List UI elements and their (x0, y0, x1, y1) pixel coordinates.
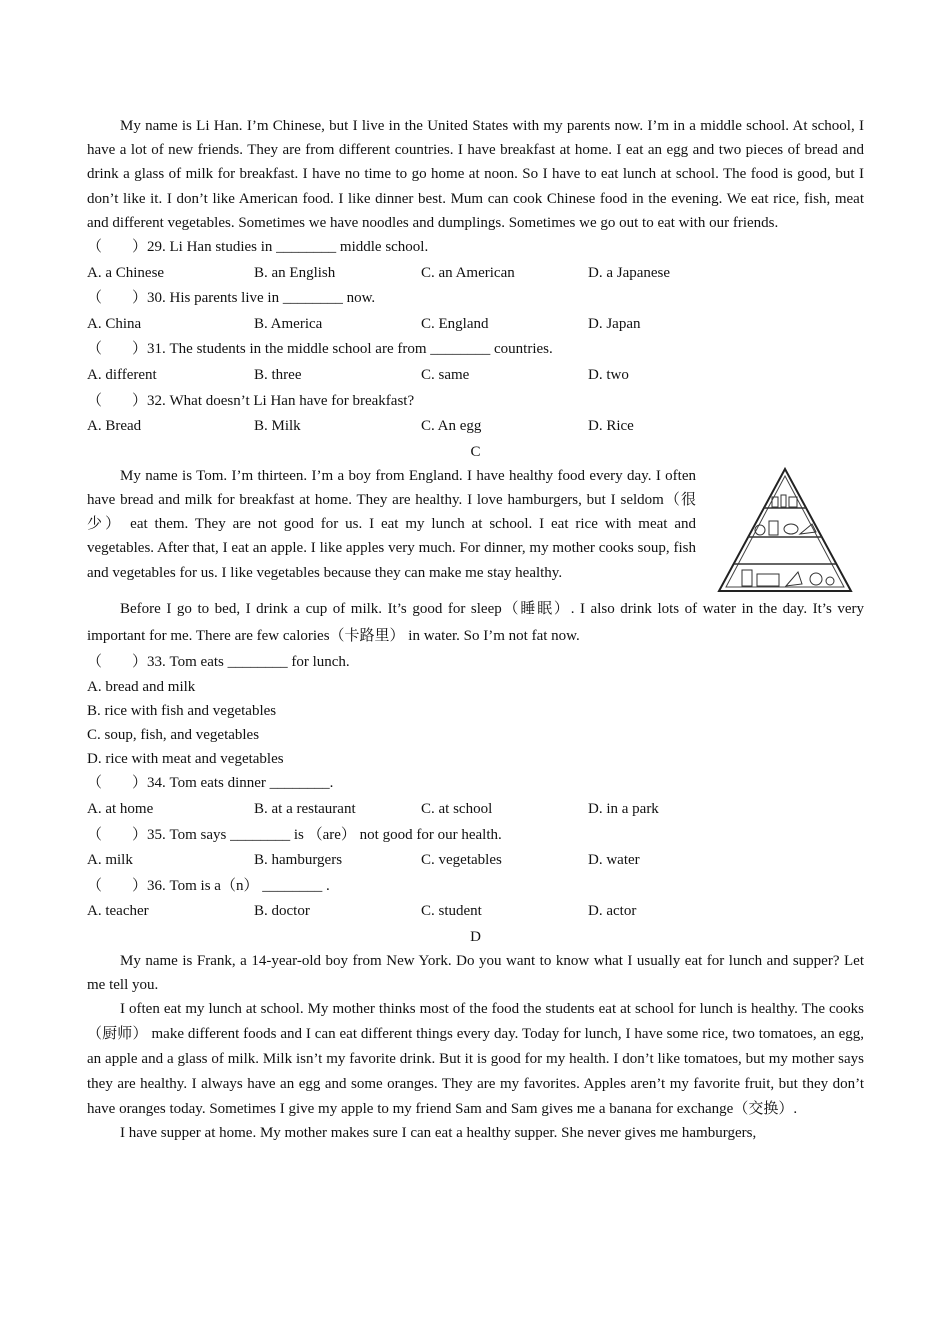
passage-c-block (87, 464, 864, 596)
option: C. an American (421, 264, 515, 281)
question-30: （ ）30. His parents live in ________ now. (87, 290, 376, 307)
option: B. Milk (254, 418, 301, 435)
question-30-options (87, 312, 864, 338)
passage-d-paragraph-1: My name is Frank, a 14-year-old boy from New York. Do you want to know what I usually eat for lunch and supper? Let me tell you. (87, 952, 864, 994)
option: B. hamburgers (254, 852, 343, 869)
question-29: （ ）29. Li Han studies in ________ middle school. (87, 239, 429, 256)
option: A. a Chinese (87, 264, 165, 281)
question-36: （ ）36. Tom is a（n） ________ . (87, 877, 330, 894)
option: D. a Japanese (588, 264, 671, 281)
option: B. an English (254, 264, 336, 281)
option: B. three (254, 366, 302, 383)
question-36-options (87, 899, 864, 925)
option: D. rice with meat and vegetables (87, 751, 284, 768)
option: C. vegetables (421, 852, 502, 869)
food-pyramid-illustration (712, 466, 858, 596)
option: C. An egg (421, 418, 482, 435)
question-35: （ ）35. Tom says ________ is （are） not good for our health. (87, 826, 502, 843)
passage-d-paragraph-2: I often eat my lunch at school. My mother thinks most of the food the students eat at school for lunch is healthy. The cooks（厨师） make different foods and I can eat different things every day. Today for lunch, I have some rice, two tomatoes, an egg, an apple and a glass of milk. Milk isn’t my favorite drink. But it is good for my health. I don’t like tomatoes, but my mother says they are healthy. I always have an egg and some oranges. They are my favorites. Apples aren’t my favorite fruit, but they don’t have oranges today. Sometimes I give my apple to my friend Sam and Sam gives me a banana for exchange（交换）. (87, 1001, 864, 1117)
passage-b-paragraph: My name is Li Han. I’m Chinese, but I live in the United States with my parents now. I’m in a middle school. At school, I have a lot of new friends. They are from different countries. I have breakfast at home. I eat an egg and two pieces of bread and drink a glass of milk for breakfast. I have no time to go home at noon. So I have to eat lunch at school. The food is good, but I don’t like it. I don’t like American food. I like dinner best. Mum can cook Chinese food in the evening. We eat rice, fish, meat and different vegetables. Sometimes we have noodles and dumplings. Sometimes we go out to eat with our friends. (87, 118, 864, 231)
question-32-options (87, 414, 864, 440)
option: D. Rice (588, 418, 634, 435)
option: D. water (588, 852, 640, 869)
option: D. Japan (588, 315, 641, 332)
option: C. at school (421, 800, 493, 817)
option: B. at a restaurant (254, 800, 356, 817)
option: B. rice with fish and vegetables (87, 703, 277, 720)
passage-c-heading: C (470, 443, 481, 460)
passage-c-paragraph-1: My name is Tom. I’m thirteen. I’m a boy from England. I have healthy food every day. I often have bread and milk for breakfast at home. They are healthy. I love hamburgers, but I seldom（很少） eat them. They are not good for us. I eat my lunch at school. I eat rice with meat and vegetables. After that, I eat an apple. I like apples very much. For dinner, my mother cooks soup, fish and vegetables for us. I like vegetables because they can make me stay healthy. (87, 467, 696, 581)
question-35-options (87, 848, 864, 874)
option: A. at home (87, 800, 154, 817)
option: D. two (588, 366, 629, 383)
question-34: （ ）34. Tom eats dinner ________. (87, 775, 334, 792)
option: C. England (421, 315, 489, 332)
option: C. same (421, 366, 470, 383)
option: B. America (254, 315, 323, 332)
option: A. teacher (87, 903, 149, 920)
question-31-options (87, 363, 864, 389)
option: A. milk (87, 852, 133, 869)
option: A. bread and milk (87, 679, 196, 696)
question-33: （ ）33. Tom eats ________ for lunch. (87, 653, 350, 670)
worksheet-page (87, 114, 864, 1146)
passage-d-heading: D (470, 928, 481, 945)
question-31: （ ）31. The students in the middle school are from ________ countries. (87, 341, 553, 358)
option: B. doctor (254, 903, 310, 920)
option: A. different (87, 366, 157, 383)
passage-d-paragraph-3: I have supper at home. My mother makes sure I can eat a healthy supper. She never gives me hamburgers, (120, 1125, 757, 1142)
option: A. Bread (87, 418, 142, 435)
option: D. actor (588, 903, 637, 920)
option: C. student (421, 903, 482, 920)
passage-c-paragraph-2: Before I go to bed, I drink a cup of milk. It’s good for sleep（睡眠）. I also drink lots of water in the day. It’s very important for me. There are few calories（卡路里） in water. So I’m not fat now. (87, 600, 864, 644)
question-32: （ ）32. What doesn’t Li Han have for breakfast? (87, 392, 415, 409)
question-34-options (87, 797, 864, 823)
question-29-options (87, 261, 864, 287)
option: C. soup, fish, and vegetables (87, 727, 260, 744)
option: A. China (87, 315, 142, 332)
option: D. in a park (588, 800, 659, 817)
